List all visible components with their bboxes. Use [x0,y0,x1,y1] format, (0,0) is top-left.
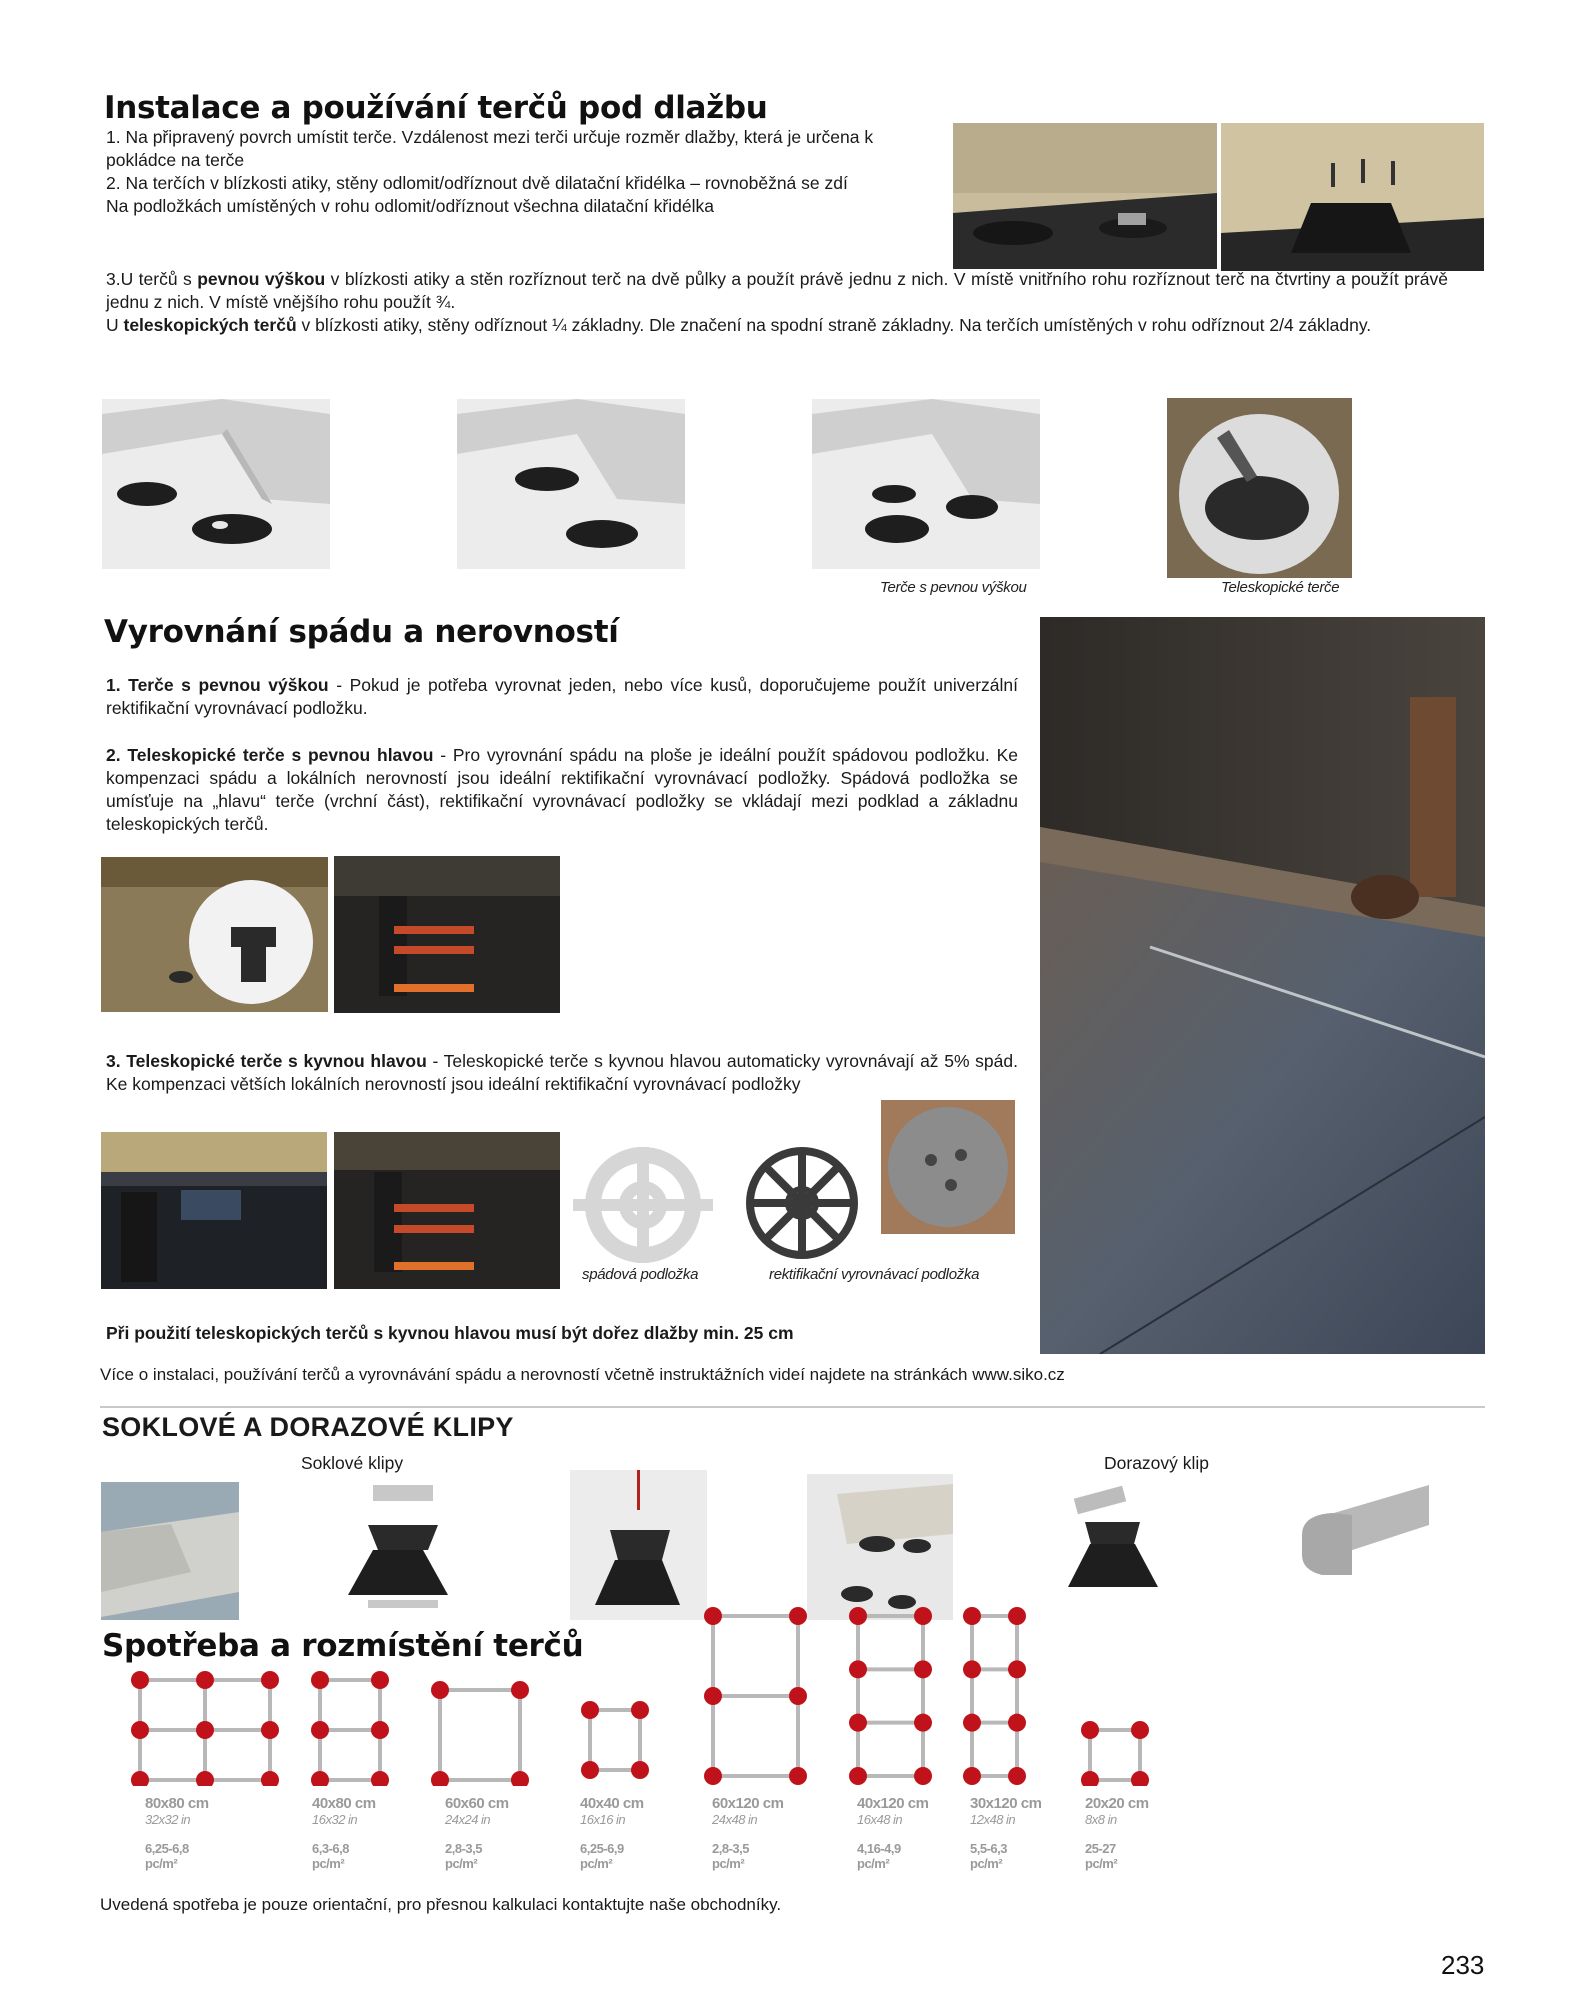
pedestal-marker [914,1607,932,1625]
consumption-inch: 16x32 in [312,1812,358,1827]
pedestal-marker [1131,1721,1149,1739]
photo-pedestal-installation-2 [1221,123,1484,271]
consumption-rate: 2,8-3,5 [712,1841,749,1856]
pedestal-consumption-table [100,1795,1170,1955]
photo-stop-clip-on-pedestal [1060,1482,1168,1602]
pedestal-marker [1008,1660,1026,1678]
consumption-unit: pc/m² [445,1856,478,1871]
consumption-inch: 24x24 in [445,1812,491,1827]
pedestal-marker [849,1767,867,1785]
pedestal-marker [849,1714,867,1732]
pedestal-marker [1131,1771,1149,1786]
installation-step-2-corner: Na podložkách umístěných v rohu odlomit/odříznout všechna dilatační křidélka [106,196,714,216]
pedestal-marker [631,1761,649,1779]
pedestal-marker [131,1721,149,1739]
pedestal-marker [311,1721,329,1739]
pedestal-marker [371,1771,389,1786]
consumption-size: 60x120 cm [712,1795,784,1812]
section-title-consumption: Spotřeba a rozmístění terčů [102,1628,584,1664]
page-number: 233 [1441,1950,1485,1980]
pedestal-marker [1008,1714,1026,1732]
consumption-size: 30x120 cm [970,1795,1042,1812]
pedestal-marker [261,1721,279,1739]
installation-step-3: 3.U terčů s pevnou výškou v blízkosti atiky a stěn rozříznout terč na dvě půlky a použít právě jednu z nich. V místě vnitřního rohu rozříznout terč na čtvrtiny a použít právě jednu z nich. V místě vnějšího rohu použít ¾. [106,269,1448,312]
consumption-rate: 6,3-6,8 [312,1841,349,1856]
section-title-clips: SOKLOVÉ A DORAZOVÉ KLIPY [102,1412,514,1442]
pedestal-marker [704,1607,722,1625]
consumption-size: 20x20 cm [1085,1795,1149,1812]
installation-steps-3-4 [106,268,1448,337]
pedestal-marker [311,1671,329,1689]
pedestal-marker [1008,1767,1026,1785]
pedestal-marker [704,1767,722,1785]
pedestal-marker [849,1607,867,1625]
consumption-size: 80x80 cm [145,1795,209,1812]
installation-steps-1-2 [106,126,936,218]
layout-diagram-5 [704,1607,807,1785]
consumption-size: 40x80 cm [312,1795,376,1812]
pedestal-marker [1081,1721,1099,1739]
consumption-unit: pc/m² [580,1856,613,1871]
photo-edge-pedestals-3 [812,399,1040,569]
consumption-size: 40x120 cm [857,1795,929,1812]
consumption-unit: pc/m² [145,1856,178,1871]
layout-diagram-1 [131,1671,279,1786]
caption-slope-pad: spádová podložka [582,1266,699,1283]
layout-diagram-3 [431,1681,529,1786]
pedestal-marker [131,1771,149,1786]
consumption-inch: 24x48 in [712,1812,758,1827]
pedestal-marker [311,1771,329,1786]
consumption-inch: 16x16 in [580,1812,626,1827]
pedestal-marker [261,1671,279,1689]
pedestal-marker [963,1714,981,1732]
pedestal-marker [431,1771,449,1786]
photo-rectification-pad-closeup [881,1100,1015,1234]
consumption-inch: 16x48 in [857,1812,903,1827]
pedestal-marker [789,1687,807,1705]
consumption-rate: 4,16-4,9 [857,1841,901,1856]
pedestal-marker [963,1767,981,1785]
layout-diagram-6 [849,1607,932,1785]
consumption-unit: pc/m² [712,1856,745,1871]
layout-diagram-7 [963,1607,1026,1785]
page-title-installation: Instalace a používání terčů pod dlažbu [104,90,768,126]
pedestal-marker [914,1767,932,1785]
pedestal-marker [196,1721,214,1739]
pedestal-marker [704,1687,722,1705]
photo-edge-pedestals-1 [102,399,330,569]
pedestal-marker [431,1681,449,1699]
pedestal-marker [789,1607,807,1625]
pedestal-marker [789,1767,807,1785]
consumption-rate: 25-27 [1085,1841,1116,1856]
photo-pedestal-installation-1 [953,123,1217,269]
pedestal-marker [849,1660,867,1678]
leveling-item-2: 2. Teleskopické terče s pevnou hlavou - Pro vyrovnání spádu na ploše je ideální použít spádovou podložku. Ke kompenzaci spádu a lokálních nerovností jsou ideální rektifikační vyrovnávací podložky. Spádová podložka se umísťuje na „hlavu“ terče (vrchní část), rektifikační vyrovnávací podložky se vkládají mezi podklad a základnu teleskopických terčů. [106,745,1018,834]
leveling-more-info: Více o instalaci, používání terčů a vyrovnávání spádu a nerovností včetně instruktážních videí najdete na stránkách www.siko.cz [100,1365,1065,1384]
pedestal-marker [1008,1607,1026,1625]
photo-tilting-head-rectification [334,1132,560,1289]
installation-step-1: 1. Na připravený povrch umístit terče. Vzdálenost mezi terči určuje rozměr dlažby, která je určena k pokládce na terče [106,127,874,170]
pedestal-marker [914,1714,932,1732]
consumption-inch: 8x8 in [1085,1812,1117,1827]
pedestal-marker [581,1701,599,1719]
photo-stop-clip [1292,1475,1429,1593]
consumption-unit: pc/m² [970,1856,1003,1871]
label-stop-clip: Dorazový klip [1104,1453,1210,1473]
installation-step-4: U teleskopických terčů v blízkosti atiky, stěny odříznout ¼ základny. Dle značení na spodní straně základny. Na terčích umístěných v rohu odříznout 2/4 základny. [106,315,1372,335]
pedestal-marker [963,1607,981,1625]
consumption-footnote: Uvedená spotřeba je pouze orientační, pro přesnou kalkulaci kontaktujte naše obchodníky. [100,1895,782,1914]
consumption-rate: 6,25-6,9 [580,1841,624,1856]
photo-edge-pedestals-2 [457,399,685,569]
photo-plinth-clip-installed [101,1482,239,1620]
section-divider [100,1406,1485,1408]
consumption-unit: pc/m² [1085,1856,1118,1871]
pedestal-marker [131,1671,149,1689]
photo-telescopic-pedestal-cut [1167,398,1352,578]
slope-pad-icon [563,1143,723,1268]
pedestal-marker [914,1660,932,1678]
photo-tilting-head-pedestal [101,1132,327,1289]
consumption-size: 40x40 cm [580,1795,644,1812]
layout-diagram-2 [311,1671,389,1786]
pedestal-marker [371,1721,389,1739]
pedestal-marker [511,1681,529,1699]
installation-step-2: 2. Na terčích v blízkosti atiky, stěny odlomit/odříznout dvě dilatační křidélka – rovnoběžná se zdí [106,173,848,193]
leveling-cut-note: Při použití teleskopických terčů s kyvnou hlavou musí být dořez dlažby min. 25 cm [106,1323,794,1343]
consumption-unit: pc/m² [857,1856,890,1871]
pedestal-marker [196,1771,214,1786]
pedestal-marker [631,1701,649,1719]
pedestal-marker [371,1671,389,1689]
rectification-pad-icon [727,1143,877,1263]
pedestal-marker [196,1671,214,1689]
photo-plinth-clip-on-pedestal [328,1480,468,1620]
photo-terrace-downpipe [1040,617,1485,1354]
pedestal-marker [581,1761,599,1779]
label-plinth-clips: Soklové klipy [301,1453,404,1473]
photo-slope-pad-detail [101,857,328,1012]
photo-rectification-pad-detail [334,856,560,1013]
caption-fixed-height-pedestals: Terče s pevnou výškou [880,579,1027,596]
leveling-item-3: 3. Teleskopické terče s kyvnou hlavou - Teleskopické terče s kyvnou hlavou automaticky vyrovnávají až 5% spád. Ke kompenzaci větších lokálních nerovností jsou ideální rektifikační vyrovnávací podložky [106,1051,1018,1094]
caption-rectification-pad: rektifikační vyrovnávací podložka [769,1266,980,1283]
consumption-unit: pc/m² [312,1856,345,1871]
consumption-inch: 12x48 in [970,1812,1016,1827]
pedestal-layout-diagrams [100,1606,1170,1786]
layout-diagram-8 [1081,1721,1149,1786]
consumption-size: 60x60 cm [445,1795,509,1812]
section-title-leveling: Vyrovnání spádu a nerovností [104,614,619,650]
layout-diagram-4 [581,1701,649,1779]
pedestal-marker [261,1771,279,1786]
photo-plinth-clip-assembly [570,1470,707,1620]
pedestal-marker [1081,1771,1099,1786]
pedestal-marker [511,1771,529,1786]
leveling-item-1: 1. Terče s pevnou výškou - Pokud je potřeba vyrovnat jeden, nebo více kusů, doporučujeme použít univerzální rektifikační vyrovnávací podložku. [106,675,1018,718]
consumption-rate: 6,25-6,8 [145,1841,189,1856]
photo-stop-clip-installed [807,1474,953,1620]
caption-telescopic-pedestals: Teleskopické terče [1221,579,1340,596]
consumption-rate: 2,8-3,5 [445,1841,482,1856]
consumption-rate: 5,5-6,3 [970,1841,1007,1856]
consumption-inch: 32x32 in [145,1812,191,1827]
pedestal-marker [963,1660,981,1678]
